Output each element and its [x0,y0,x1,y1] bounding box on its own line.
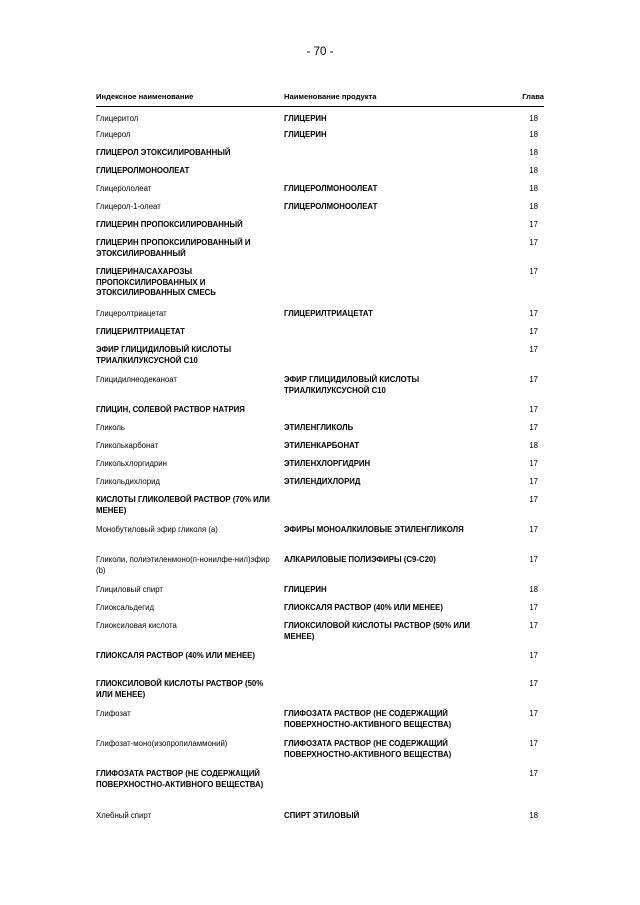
cell-product-name: ЭТИЛЕНДИХЛОРИД [284,477,361,486]
table-row [96,345,544,366]
cell-product-name [284,220,496,231]
cell-index-name: Глицерол [96,130,131,139]
cell-index-name: Глицеритол [96,114,139,123]
table-row [96,184,544,195]
table-row [96,525,544,536]
cell-product-name: ГЛИЦЕРИН [284,130,327,139]
cell-chapter: 17 [529,238,538,247]
cell-index-name: ГЛИОКСАЛЯ РАСТВОР (40% ИЛИ МЕНЕЕ) [96,651,255,660]
table-row [96,811,544,822]
cell-product-name: ЭФИРЫ МОНОАЛКИЛОВЫЕ ЭТИЛЕНГЛИКОЛЯ [284,525,464,534]
cell-chapter: 17 [529,309,538,318]
cell-product-name: ГЛИЦЕРИН [284,585,327,594]
cell-chapter: 17 [529,345,538,354]
cell-product-name: ЭТИЛЕНКАРБОНАТ [284,441,360,450]
cell-product-name [284,327,496,338]
cell-chapter: 18 [529,811,538,820]
cell-chapter: 17 [529,405,538,414]
cell-product-name: ГЛИФОЗАТА РАСТВОР (НЕ СОДЕРЖАЩИЙ ПОВЕРХНОСТНО-АКТИВНОГО ВЕЩЕСТВА) [284,709,452,729]
cell-chapter: 17 [529,739,538,748]
cell-chapter: 17 [529,375,538,384]
cell-index-name: Глиоксальдегид [96,603,155,612]
table-row [96,739,544,760]
cell-index-name: Глиоксиловая кислота [96,621,177,630]
table-row [96,148,544,159]
cell-product-name: ЭТИЛЕНХЛОРГИДРИН [284,459,371,468]
cell-product-name [284,495,496,516]
table-header [96,92,544,107]
cell-index-name: ГЛИЦЕРИН ПРОПОКСИЛИРОВАННЫЙ И ЭТОКСИЛИРОВАННЫЙ [96,238,251,258]
cell-chapter: 17 [529,709,538,718]
cell-index-name: Хлебный спирт [96,811,152,820]
table-row [96,769,544,790]
cell-index-name: Глицеролтриацетат [96,309,167,318]
cell-chapter: 18 [529,441,538,450]
table-row [96,267,544,299]
cell-chapter: 17 [529,495,538,504]
cell-product-name: ЭФИР ГЛИЦИДИЛОВЫЙ КИСЛОТЫ ТРИАЛКИЛУКСУСНОЙ С10 [284,375,420,395]
cell-chapter: 17 [529,525,538,534]
cell-index-name: ГЛИЦИН, СОЛЕВОЙ РАСТВОР НАТРИЯ [96,405,245,414]
cell-product-name: АЛКАРИЛОВЫЕ ПОЛИЭФИРЫ (С9-С20) [284,555,436,564]
cell-product-name: ГЛИОКСАЛЯ РАСТВОР (40% ИЛИ МЕНЕЕ) [284,603,443,612]
cell-chapter: 18 [529,166,538,175]
cell-index-name: ГЛИЦЕРОЛМОНООЛЕАТ [96,166,190,175]
cell-index-name: Гликольдихлорид [96,477,160,486]
table-row [96,202,544,213]
cell-chapter: 17 [529,651,538,660]
cell-product-name: ГЛИЦЕРОЛМОНООЛЕАТ [284,202,378,211]
table-row [96,709,544,730]
table-row [96,327,544,338]
table-row [96,621,544,642]
cell-index-name: Глифозат [96,709,131,718]
cell-product-name [284,267,496,299]
cell-product-name [284,405,496,416]
table-row [96,495,544,516]
cell-index-name: Глициловый спирт [96,585,163,594]
cell-chapter: 17 [529,423,538,432]
cell-index-name: ГЛИФОЗАТА РАСТВОР (НЕ СОДЕРЖАЩИЙ ПОВЕРХНОСТНО-АКТИВНОГО ВЕЩЕСТВА) [96,769,264,789]
table-row [96,441,544,452]
cell-product-name: ГЛИЦЕРИЛТРИАЦЕТАТ [284,309,373,318]
cell-chapter: 18 [529,148,538,157]
cell-index-name: Глицидилнеодеканоат [96,375,177,384]
cell-index-name: ГЛИЦЕРИЛТРИАЦЕТАТ [96,327,185,336]
cell-index-name: ЭФИР ГЛИЦИДИЛОВЫЙ КИСЛОТЫ ТРИАЛКИЛУКСУСНОЙ С10 [96,345,232,365]
cell-index-name: Глицерололеат [96,184,152,193]
header-chapter: Глава [522,92,544,101]
cell-index-name: Монобутиловый эфир гликоля (a) [96,525,218,534]
cell-chapter: 17 [529,769,538,778]
table-row [96,405,544,416]
cell-product-name: ГЛИЦЕРОЛМОНООЛЕАТ [284,184,378,193]
cell-product-name: ГЛИЦЕРИН [284,114,327,123]
page-number: - 70 - [306,46,334,58]
cell-product-name: ГЛИФОЗАТА РАСТВОР (НЕ СОДЕРЖАЩИЙ ПОВЕРХНОСТНО-АКТИВНОГО ВЕЩЕСТВА) [284,739,452,759]
cell-product-name: ГЛИОКСИЛОВОЙ КИСЛОТЫ РАСТВОР (50% ИЛИ МЕНЕЕ) [284,621,471,641]
cell-product-name [284,166,496,177]
cell-product-name: ЭТИЛЕНГЛИКОЛЬ [284,423,354,432]
cell-product-name [284,345,496,366]
cell-chapter: 17 [529,459,538,468]
cell-chapter: 18 [529,585,538,594]
table-row [96,130,544,141]
cell-product-name [284,679,496,700]
cell-product-name [284,148,496,159]
cell-chapter: 18 [529,114,538,123]
table-row [96,114,544,125]
cell-product-name [284,238,496,259]
table-row [96,679,544,700]
cell-index-name: Глифозат-моно(изопропиламмоний) [96,739,228,748]
cell-index-name: Гликоль [96,423,125,432]
cell-chapter: 17 [529,327,538,336]
cell-index-name: КИСЛОТЫ ГЛИКОЛЕВОЙ РАСТВОР (70% ИЛИ МЕНЕЕ) [96,495,270,515]
cell-chapter: 17 [529,621,538,630]
table-row [96,423,544,434]
cell-product-name [284,769,496,790]
cell-index-name: Гликолькарбонат [96,441,159,450]
header-product-name: Наименование продукта [284,92,377,101]
index-table [96,92,544,820]
cell-chapter: 17 [529,555,538,564]
table-row [96,603,544,614]
cell-index-name: Глицерол-1-олеат [96,202,161,211]
cell-index-name: ГЛИЦЕРИН ПРОПОКСИЛИРОВАННЫЙ [96,220,243,229]
table-row [96,375,544,396]
table-row [96,459,544,470]
table-row [96,555,544,576]
table-row [96,238,544,259]
cell-chapter: 18 [529,130,538,139]
cell-product-name [284,651,496,662]
cell-chapter: 18 [529,184,538,193]
cell-index-name: Гликольхлоргидрин [96,459,167,468]
cell-chapter: 17 [529,267,538,276]
cell-product-name: СПИРТ ЭТИЛОВЫЙ [284,811,360,820]
cell-chapter: 18 [529,202,538,211]
table-row [96,585,544,596]
table-row [96,651,544,662]
cell-chapter: 17 [529,220,538,229]
cell-index-name: Гликоли, полиэтиленмоно(п-нонилфе-нил)эфир (b) [96,555,270,575]
cell-chapter: 17 [529,477,538,486]
cell-index-name: ГЛИОКСИЛОВОЙ КИСЛОТЫ РАСТВОР (50% ИЛИ МЕНЕЕ) [96,679,264,699]
cell-chapter: 17 [529,679,538,688]
table-row [96,220,544,231]
cell-index-name: ГЛИЦЕРИНА/САХАРОЗЫ ПРОПОКСИЛИРОВАННЫХ И ЭТОКСИЛИРОВАННЫХ СМЕСЬ [96,267,216,297]
table-row [96,166,544,177]
table-row [96,309,544,320]
table-row [96,477,544,488]
header-index-name: Индексное наименование [96,92,194,101]
cell-chapter: 17 [529,603,538,612]
cell-index-name: ГЛИЦЕРОЛ ЭТОКСИЛИРОВАННЫЙ [96,148,231,157]
